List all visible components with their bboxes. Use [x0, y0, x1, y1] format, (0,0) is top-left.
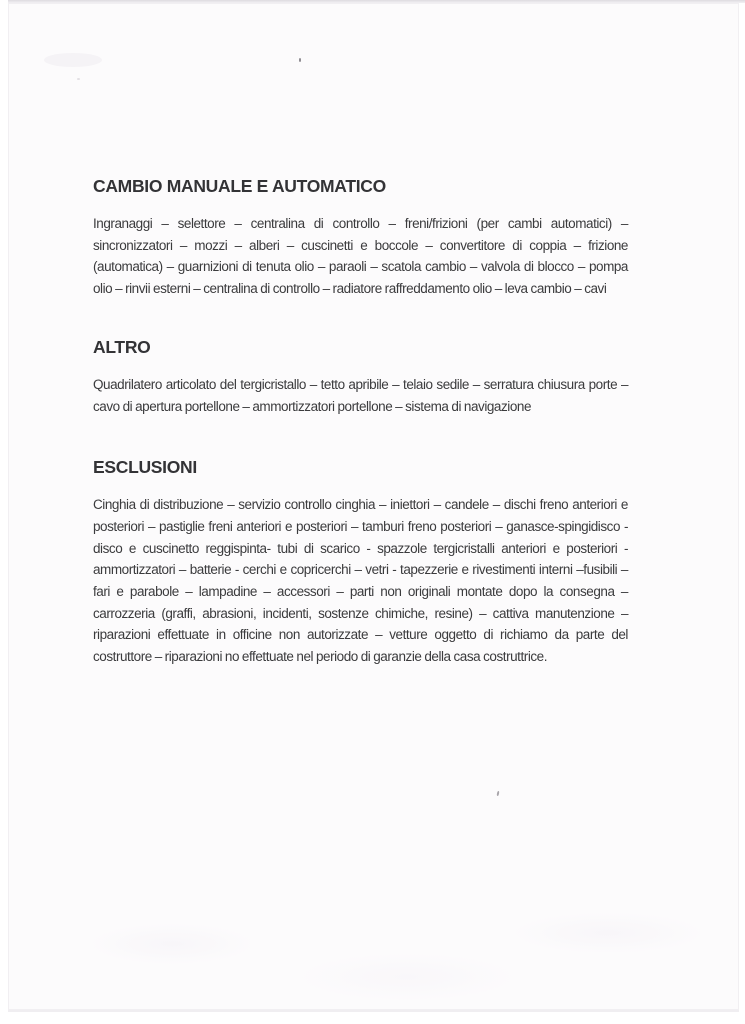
section-body: Quadrilatero articolato del tergicristallo – tetto apribile – telaio sedile – serratura chiusura porte – cavo di apertura portellone – ammortizzatori portellone – sistema di navigazione	[93, 376, 628, 414]
scan-artifact-speck	[77, 78, 80, 80]
section-altro	[93, 337, 628, 417]
section-heading: ESCLUSIONI	[93, 457, 197, 478]
section-cambio-manuale-e-automatico	[93, 3, 628, 300]
section-body: Cinghia di distribuzione – servizio controllo cinghia – iniettori – candele – dischi freno anteriori e posteriori – pastiglie freni anteriori e posteriori – tamburi freno posteriori – ganasce-spingidisco - disco e cuscinetto reggispinta- tubi di scarico - spazzole tergicristalli anteriori e posteriori - ammortizzatori – batterie - cerchi e copricerchi – vetri - tapezzerie e rivestimenti interni –fusibili – fari e parabole – lampadine – accessori – parti non originali montate dopo la consegna – carrozzeria (graffi, abrasioni, incidenti, sostenze chimiche, resine) – cattiva manutenzione – riparazioni effettuate in officine non autorizzate – vetture oggetto di richiamo da parte del costruttore – riparazioni no effettuate nel periodo di garanzie della casa costruttrice.	[93, 497, 628, 665]
scan-artifact-mottling	[38, 900, 709, 1010]
section-esclusioni	[93, 457, 628, 668]
page-top-edge-shadow	[8, 0, 745, 3]
document-content	[93, 3, 628, 668]
scan-artifact-speck	[497, 791, 500, 796]
scanned-page	[8, 3, 739, 1010]
section-heading: ALTRO	[93, 336, 151, 357]
page-bottom-edge-shadow	[8, 1010, 739, 1012]
section-heading: CAMBIO MANUALE E AUTOMATICO	[93, 176, 386, 196]
section-body: Ingranaggi – selettore – centralina di controllo – freni/frizioni (per cambi automatici) – sincronizzatori – mozzi – alberi – cuscinetti e boccole – convertitore di coppia – frizione (automatica) – guarnizioni di tenuta olio – paraoli – scatola cambio – valvola di blocco – pompa olio – rinvii esterni – centralina di controllo – radiatore raffreddamento olio – leva cambio – cavi	[93, 216, 628, 297]
